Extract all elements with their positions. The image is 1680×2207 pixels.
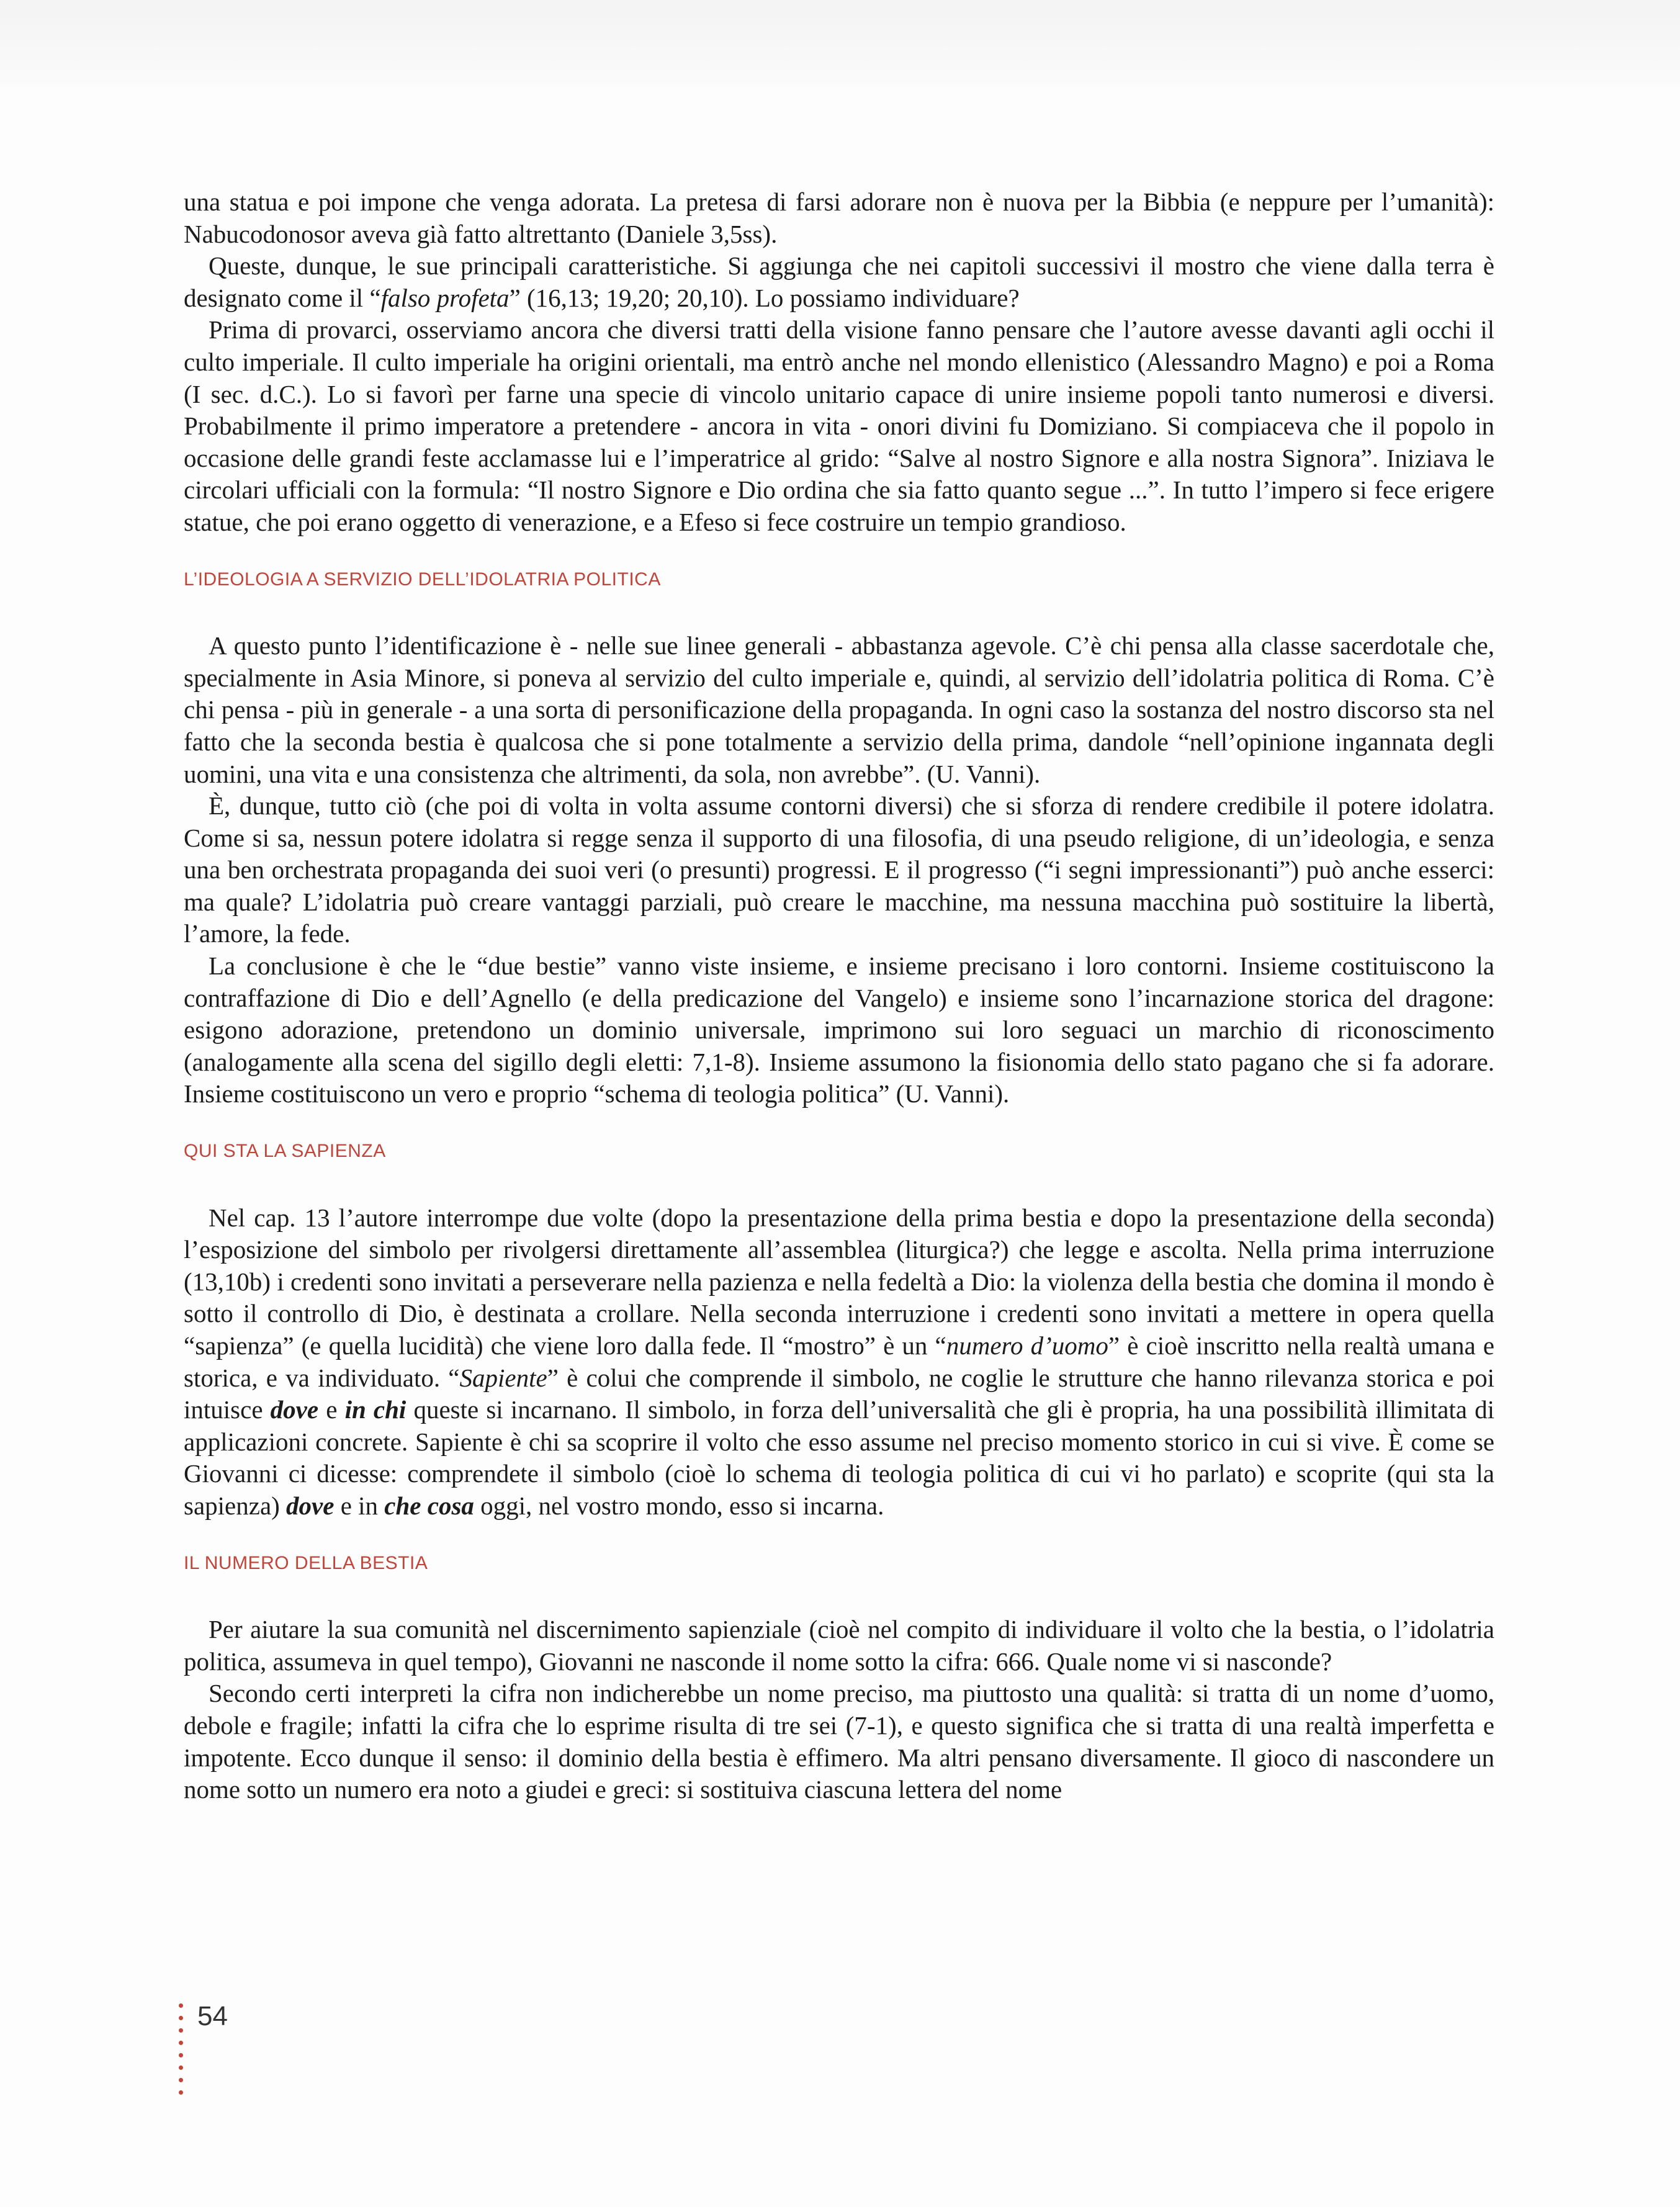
page-body (184, 186, 1494, 1806)
section-heading: IL NUMERO DELLA BESTIA (184, 1552, 428, 1573)
section-heading: QUI STA LA SAPIENZA (184, 1141, 386, 1162)
paragraph: La conclusione è che le “due bestie” vanno viste insieme, e insieme precisano i loro contorni. Insieme costituiscono la contraffazione di Dio e dell’Agnello (e della predicazione del Vangelo) e insieme sono l’incarnazione storica del dragone: esigono adorazione, pretendono un dominio universale, imprimono sui loro seguaci un marchio di riconoscimento (analogamente alla scena del sigillo degli eletti: 7,1-8). Insieme assumono la fisionomia dello stato pagano che si fa adorare. Insieme costituiscono un vero e proprio “schema di teologia politica” (U. Vanni). (184, 951, 1494, 1108)
page-number-dots (179, 2003, 186, 2103)
paragraph: È, dunque, tutto ciò (che poi di volta in volta assume contorni diversi) che si sforza di rendere credibile il potere idolatra. Come si sa, nessun potere idolatra si regge senza il supporto di una filosofia, di una pseudo religione, di un’ideologia, e senza una ben orchestrata propaganda dei suoi veri (o presunti) progressi. E il progresso (“i segni impressionanti”) può anche esserci: ma quale? L’idolatria può creare vantaggi parziali, può creare le macchine, ma nessuna macchina può sostituire la libertà, l’amore, la fede. (184, 791, 1494, 948)
section-heading: L’IDEOLOGIA A SERVIZIO DELL’IDOLATRIA POLITICA (184, 569, 661, 590)
paragraph: Nel cap. 13 l’autore interrompe due volte (dopo la presentazione della prima bestia e dopo la presentazione della seconda) l’esposizione del simbolo per rivolgersi direttamente all’assemblea (liturgica?) che legge e ascolta. Nella prima interruzione (13,10b) i credenti sono invitati a perseverare nella pazienza e nella fedeltà a Dio: la violenza della bestia che domina il mondo è sotto il controllo di Dio, è destinata a crollare. Nella seconda interruzione i credenti sono invitati a mettere in opera quella “sapienza” (e quella lucidità) che viene loro dalla fede. Il “mostro” è un “numero d’uomo” è cioè inscritto nella realtà umana e storica, e va individuato. “Sapiente” è colui che comprende il simbolo, ne coglie le strutture che hanno rilevanza storica e poi intuisce dove e in chi queste si incarnano. Il simbolo, in forza dell’universalità che gli è propria, ha una possibilità illimitata di applicazioni concrete. Sapiente è chi sa scoprire il volto che esso assume nel preciso momento storico in cui si vive. È come se Giovanni ci dicesse: comprendete il simbolo (cioè lo schema di teologia politica di cui vi ho parlato) e scoprite (qui sta la sapienza) dove e in che cosa oggi, nel vostro mondo, esso si incarna. (184, 1203, 1494, 1520)
scan-shadow (0, 0, 1680, 87)
paragraph: Queste, dunque, le sue principali caratteristiche. Si aggiunga che nei capitoli successivi il mostro che viene dalla terra è designato come il “falso profeta” (16,13; 19,20; 20,10). Lo possiamo individuare? (184, 251, 1494, 312)
paragraph: Prima di provarci, osserviamo ancora che diversi tratti della visione fanno pensare che l’autore avesse davanti agli occhi il culto imperiale. Il culto imperiale ha origini orientali, ma entrò anche nel mondo ellenistico (Alessandro Magno) e poi a Roma (I sec. d.C.). Lo si favorì per farne una specie di vincolo unitario capace di unire insieme popoli tanto numerosi e diversi. Probabilmente il primo imperatore a pretendere - ancora in vita - onori divini fu Domiziano. Si compiaceva che il popolo in occasione delle grandi feste acclamasse lui e l’imperatrice al grido: “Salve al nostro Signore e alla nostra Signora”. Iniziava le circolari ufficiali con la formula: “Il nostro Signore e Dio ordina che sia fatto quanto segue ...”. In tutto l’impero si fece erigere statue, che poi erano oggetto di venerazione, e a Efeso si fece costruire un tempio grandioso. (184, 315, 1494, 536)
paragraph: Secondo certi interpreti la cifra non indicherebbe un nome preciso, ma piuttosto una qualità: si tratta di un nome d’uomo, debole e fragile; infatti la cifra che lo esprime risulta di tre sei (7-1), e questo significa che si tratta di una realtà imperfetta e impotente. Ecco dunque il senso: il dominio della bestia è effimero. Ma altri pensano diversamente. Il gioco di nascondere un nome sotto un numero era noto a giudei e greci: si sostituiva ciascuna lettera del nome (184, 1679, 1494, 1804)
page-number: 54 (197, 2001, 228, 2031)
paragraph: Per aiutare la sua comunità nel discernimento sapienziale (cioè nel compito di individuare il volto che la bestia, o l’idolatria politica, assumeva in quel tempo), Giovanni ne nasconde il nome sotto la cifra: 666. Quale nome vi si nasconde? (184, 1615, 1494, 1676)
paragraph: una statua e poi impone che venga adorata. La pretesa di farsi adorare non è nuova per la Bibbia (e neppure per l’umanità): Nabucodonosor aveva già fatto altrettanto (Daniele 3,5ss). (184, 187, 1494, 248)
paragraph: A questo punto l’identificazione è - nelle sue linee generali - abbastanza agevole. C’è chi pensa alla classe sacerdotale che, specialmente in Asia Minore, si poneva al servizio del culto imperiale e, quindi, al servizio dell’idolatria politica di Roma. C’è chi pensa - più in generale - a una sorta di personificazione della propaganda. In ogni caso la sostanza del nostro discorso sta nel fatto che la seconda bestia è qualcosa che si pone totalmente a servizio della prima, dandole “nell’opinione ingannata degli uomini, una vita e una consistenza che altrimenti, da sola, non avrebbe”. (U. Vanni). (184, 631, 1494, 788)
